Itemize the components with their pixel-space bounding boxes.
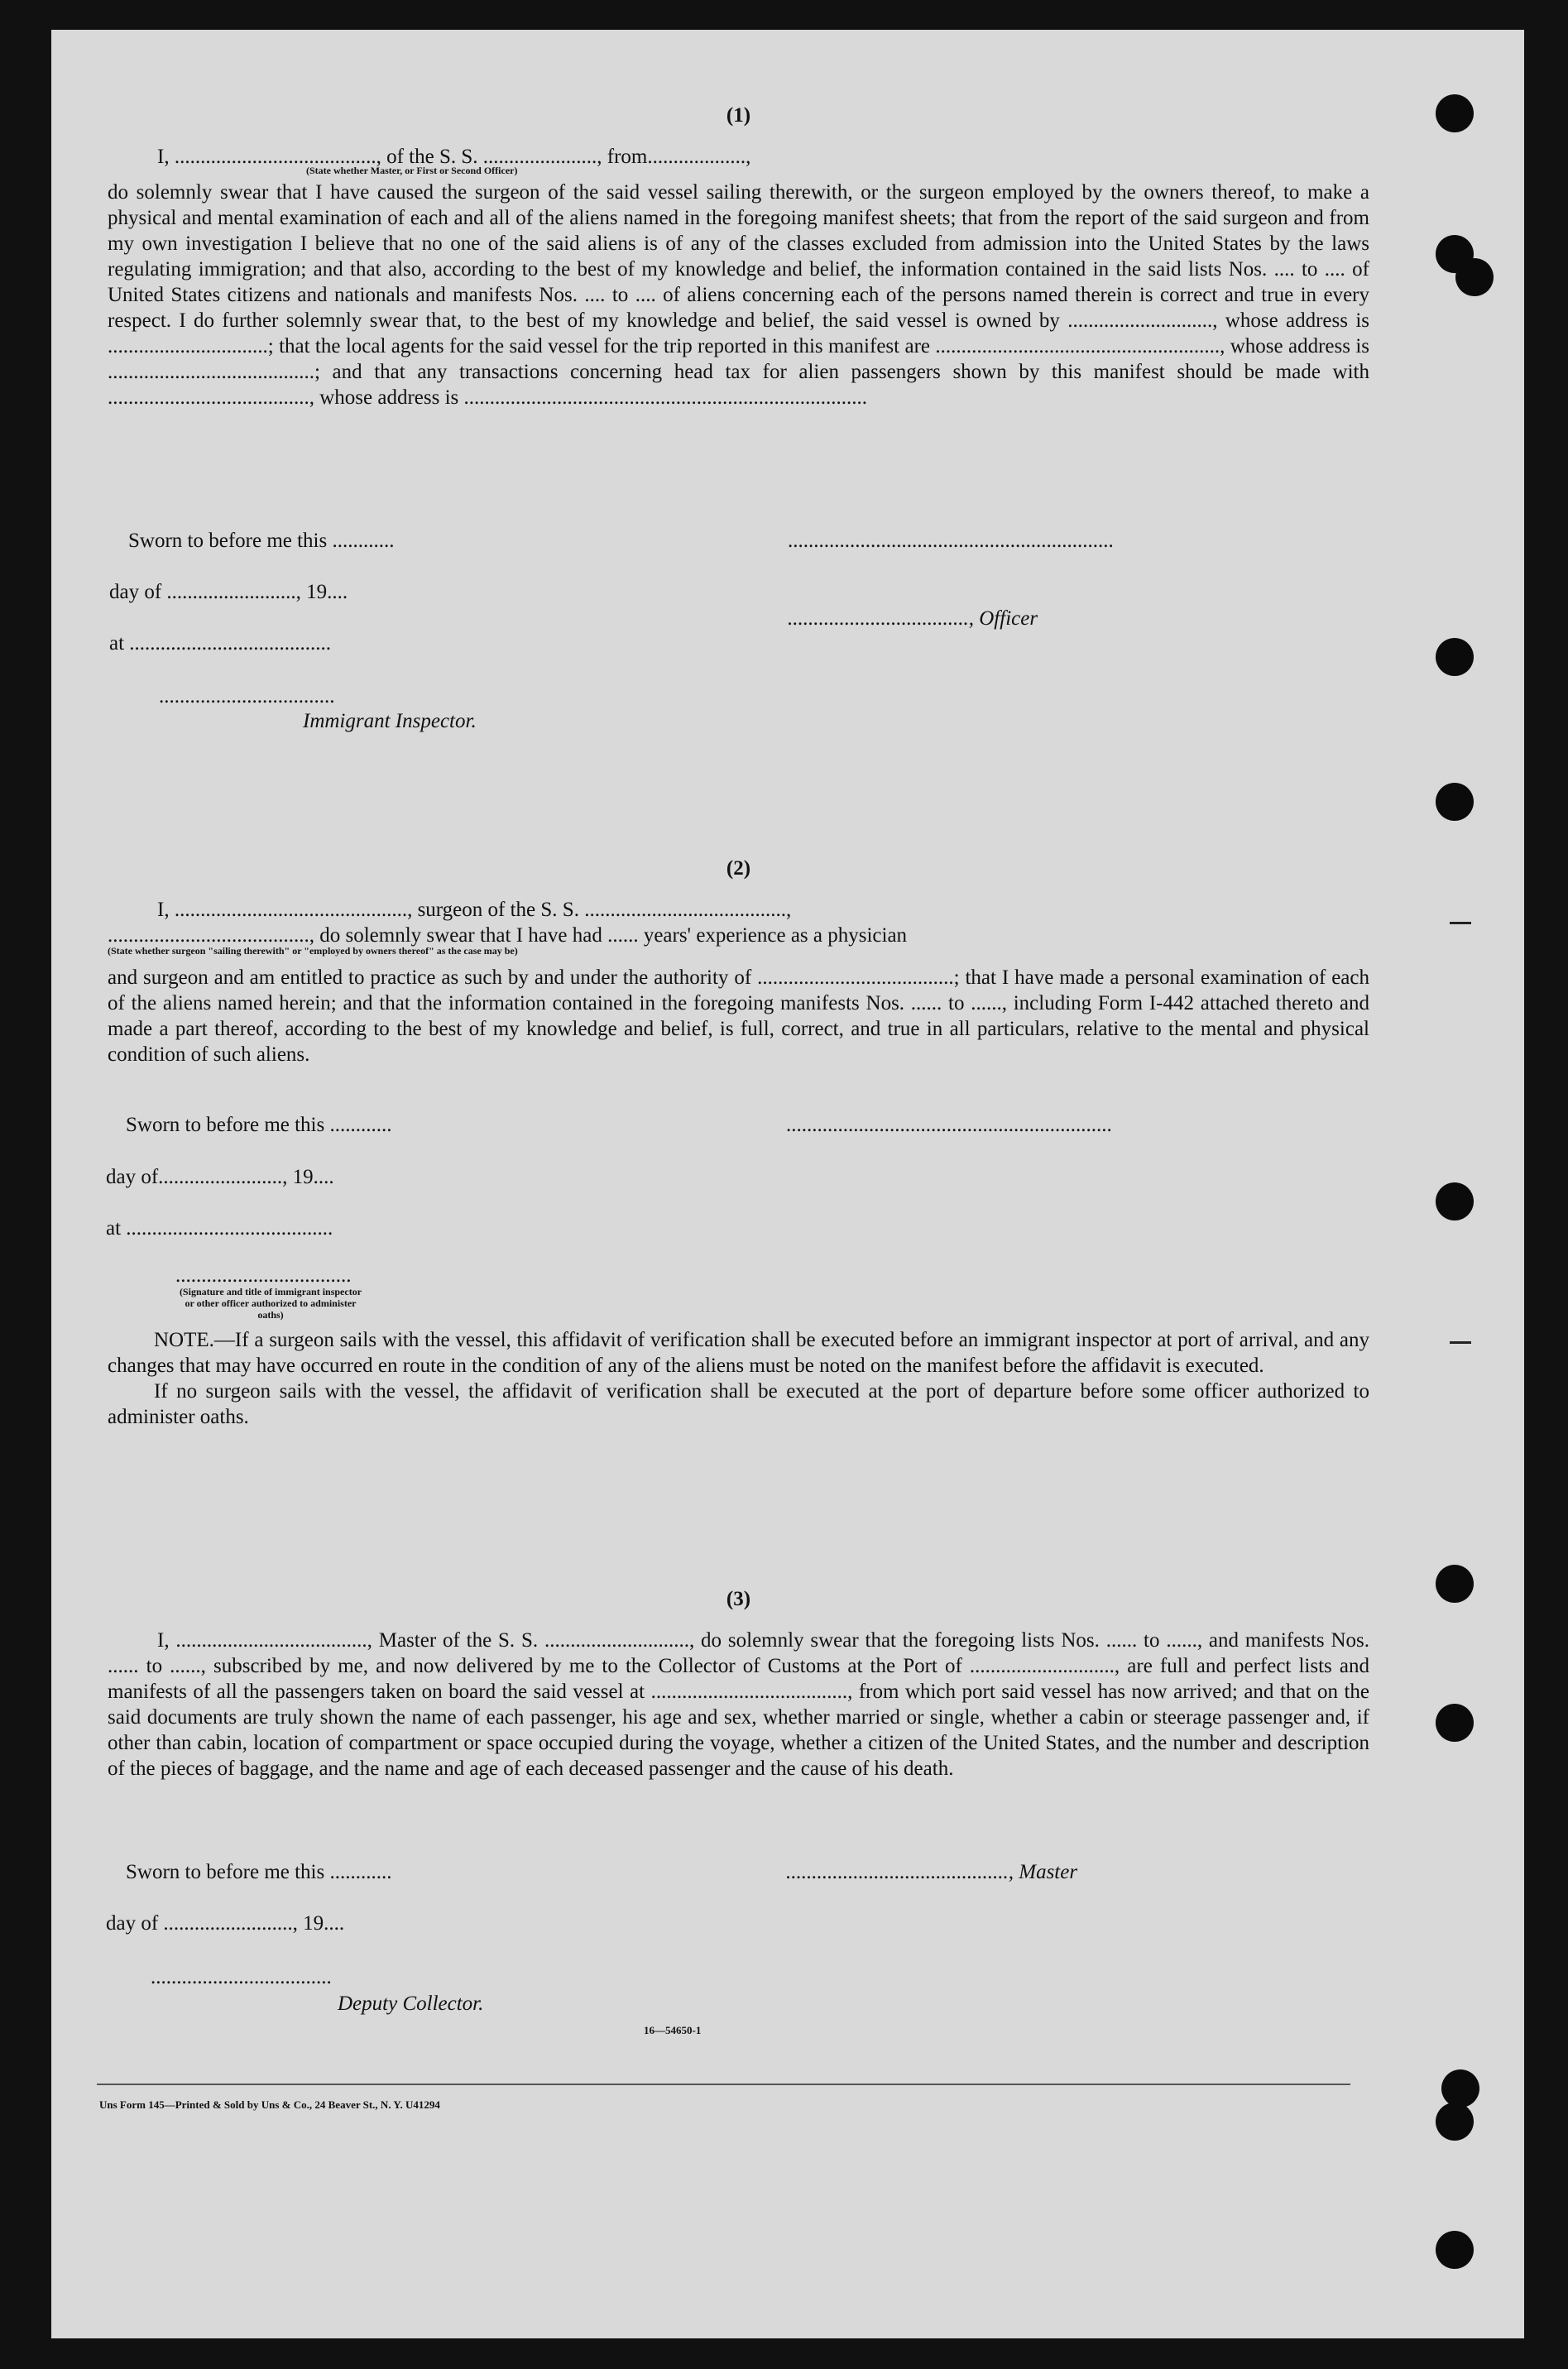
sworn-line-3: Sworn to before me this ............ — [126, 1861, 392, 1883]
name-caption: (State whether Master, or First or Second Officer) — [306, 165, 518, 176]
punch-hole — [1436, 783, 1474, 821]
officer-signature-line: .................................. — [175, 1264, 352, 1287]
punch-hole — [1441, 2069, 1479, 2108]
margin-dash — [1450, 922, 1471, 924]
day-line-3: day of ........................., 19.... — [106, 1912, 345, 1935]
affidavit-1-first-line: I, ......................................., of the S. S. ......................, from..................., — [157, 146, 751, 168]
officer-line: ..................................., Officer — [788, 607, 1038, 630]
signature-line-1: ............................................................... — [788, 530, 1114, 552]
affidavit-2 — [108, 857, 1369, 1067]
document-page — [51, 30, 1524, 2338]
printer-footer: Uns Form 145—Printed & Sold by Uns & Co., 24 Beaver St., N. Y. U41294 — [99, 2098, 440, 2111]
day-line-2: day of........................, 19.... — [106, 1166, 334, 1188]
at-line-2: at ........................................ — [106, 1217, 333, 1240]
punch-hole — [1436, 1182, 1474, 1220]
signature-caption: (Signature and title of immigrant inspector or other officer authorized to administer oaths) — [179, 1286, 362, 1321]
affidavit-1 — [108, 104, 1369, 410]
section-number: (1) — [726, 104, 751, 127]
punch-hole — [1436, 2231, 1474, 2269]
punch-hole — [1436, 1565, 1474, 1603]
deputy-title: Deputy Collector. — [338, 1993, 484, 2015]
signature-line-2: ............................................................... — [786, 1114, 1112, 1136]
affidavit-2-line-2: ......................................., do solemnly swear that I have had ...... years' experience as a physician — [108, 924, 908, 947]
note-section — [108, 1327, 1369, 1430]
margin-dash — [1450, 1341, 1471, 1344]
sworn-line-1: Sworn to before me this ............ — [128, 530, 395, 552]
at-line-1: at ....................................... — [109, 632, 332, 655]
inspector-title: Immigrant Inspector. — [303, 710, 477, 732]
section-number: (3) — [726, 1588, 751, 1610]
surgeon-caption: (State whether surgeon "sailing therewith" or "employed by owners thereof" as the case may be) — [108, 945, 518, 957]
punch-hole — [1455, 258, 1494, 296]
section-number: (2) — [726, 857, 751, 880]
sworn-line-2: Sworn to before me this ............ — [126, 1114, 392, 1136]
punch-hole — [1436, 638, 1474, 676]
affidavit-1-body: do solemnly swear that I have caused the surgeon of the said vessel sailing therewith, or the surgeon employed by the owners thereof, to make a physical and mental examination of each and all of the aliens named in the foregoing manifest sheets; that from the report of the said surgeon and from my own investigation I believe that no one of the said aliens is of any of the classes excluded from admission into the United States by the laws regulating immigration; and that also, according to the best of my knowledge and belief, the information contained in the said lists Nos. .... to .... of United States citizens and nationals and manifests Nos. .... to .... of aliens concerning each of the persons named therein is correct and true in every respect. I do further solemnly swear that, to the best of my knowledge and belief, the said vessel is owned by ............................, whose address is ...............................; that the local agents for the said vessel for the trip reported in this manifest are ......................................................., whose address is ........................................; and that any transactions concerning head tax for alien passengers shown by this manifest should be made with ......................................., whose address is .............................................................................. — [108, 181, 1369, 409]
note-paragraph-2: If no surgeon sails with the vessel, the affidavit of verification shall be executed at the port of departure before some officer authorized to administer oaths. — [108, 1380, 1369, 1428]
master-line: ..........................................., Master — [786, 1861, 1078, 1883]
affidavit-3-body: I, ....................................., Master of the S. S. ............................, do solemnly swear that the foregoing lists Nos. ...... to ......, and manifests Nos. ...... to ......, subscribed by me, and now delivered by me to the Collector of Customs at the Port of ............................, are full and perfect lists and manifests of all the passengers taken on board the said vessel at ......................................, from which port said vessel has now arrived; and that on the said documents are truly shown the name of each passenger, his age and sex, whether married or single, whether a cabin or steerage passenger and, if other than cabin, location of compartment or space occupied during the voyage, whether a citizen of the United States, and the number and description of the pieces of baggage, and the name and age of each deceased passenger and the cause of his death. — [108, 1629, 1369, 1780]
punch-hole — [1436, 94, 1474, 132]
inspector-signature-line: .................................. — [159, 685, 335, 707]
deputy-signature-line: ................................... — [151, 1966, 332, 1988]
footer-rule — [97, 2084, 1350, 2085]
punch-hole — [1436, 1704, 1474, 1742]
form-code: 16—54650-1 — [644, 2024, 702, 2036]
affidavit-2-body: and surgeon and am entitled to practice as such by and under the authority of ......................................; that I have made a personal examination of each of the aliens named herein; and that the information contained in the foregoing manifests Nos. ...... to ......, including Form I-442 attached thereto and made a part thereof, according to the best of my knowledge and belief, is full, correct, and true in all particulars, relative to the mental and physical condition of such aliens. — [108, 966, 1369, 1066]
day-line-1: day of ........................., 19.... — [109, 581, 348, 603]
punch-hole — [1436, 2103, 1474, 2141]
note-paragraph: NOTE.—If a surgeon sails with the vessel, this affidavit of verification shall be executed before an immigrant inspector at port of arrival, and any changes that may have occurred en route in the condition of any of the aliens must be noted on the manifest before the affidavit is executed. — [108, 1329, 1369, 1377]
affidavit-3 — [108, 1588, 1369, 1782]
affidavit-2-line-1: I, ............................................., surgeon of the S. S. ......................................., — [157, 899, 792, 921]
